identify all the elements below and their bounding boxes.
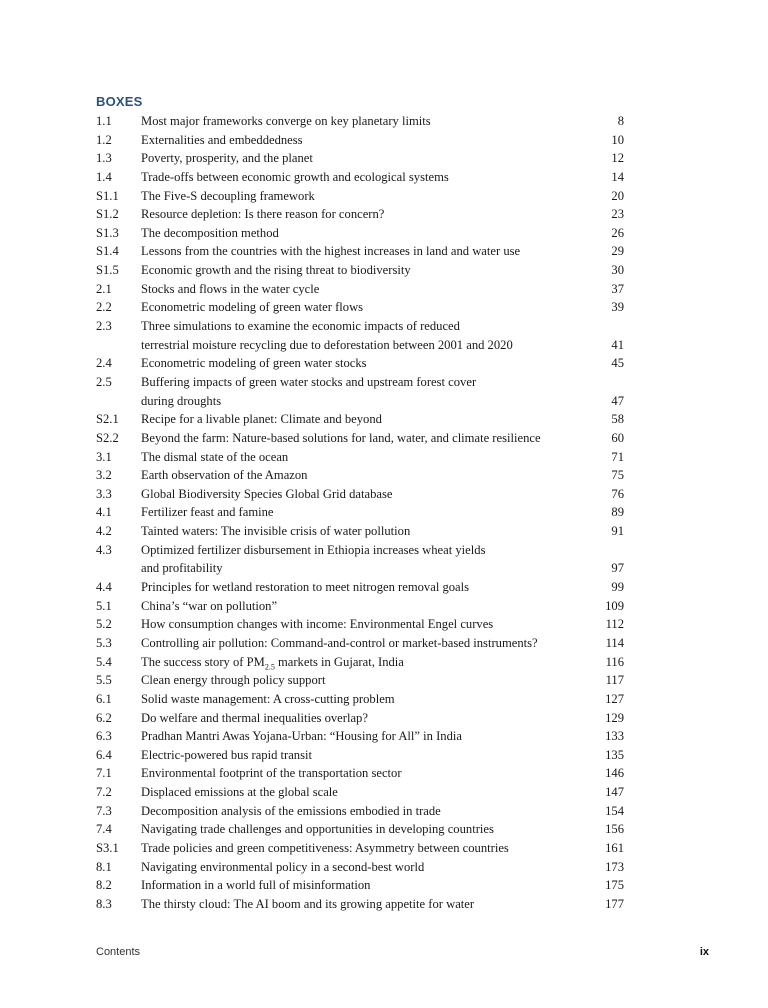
page-number: 29 xyxy=(611,244,624,259)
box-title: Do welfare and thermal inequalities overlap? xyxy=(141,710,368,725)
toc-entry[interactable] xyxy=(96,410,624,429)
toc-entry[interactable] xyxy=(96,820,624,839)
box-title: Most major frameworks converge on key planetary limits xyxy=(141,114,431,128)
toc-entry[interactable] xyxy=(96,280,624,299)
box-number: 4.3 xyxy=(96,542,112,557)
toc-entry[interactable] xyxy=(96,783,624,802)
box-title: The success story of $PM_{2.5}$ markets in Gujarat, India xyxy=(141,654,404,672)
toc-entry[interactable] xyxy=(96,615,624,634)
box-number: 3.3 xyxy=(96,486,112,501)
box-title: Displaced emissions at the global scale xyxy=(141,785,338,800)
box-number: 5.2 xyxy=(96,617,112,632)
page-number: 135 xyxy=(605,747,624,762)
box-number: 7.2 xyxy=(96,785,112,800)
box-number: 8.1 xyxy=(96,859,112,874)
page-number: 71 xyxy=(611,449,624,464)
box-number: 4.4 xyxy=(96,580,112,595)
page-number: 37 xyxy=(611,281,624,296)
footer-page-number: ix xyxy=(699,946,709,958)
box-number: S2.2 xyxy=(96,430,119,445)
box-number: S2.1 xyxy=(96,412,119,427)
box-title: Clean energy through policy support xyxy=(141,673,326,688)
page-number: 117 xyxy=(605,673,624,688)
box-title: Optimized fertilizer disbursement in Ethiopia increases wheat yields xyxy=(141,542,486,557)
box-number: 2.1 xyxy=(96,281,112,296)
toc-entry[interactable] xyxy=(96,876,624,895)
box-number: 7.3 xyxy=(96,803,112,818)
box-number: 1.1 xyxy=(96,114,112,128)
box-title: Controlling air pollution: Command-and-control or market-based instruments? xyxy=(141,635,538,650)
page-number: 10 xyxy=(611,132,624,147)
toc-entry[interactable] xyxy=(96,653,624,672)
box-number: 1.2 xyxy=(96,132,112,147)
page-number: 127 xyxy=(605,691,624,706)
page-number: 133 xyxy=(605,729,624,744)
page-number: 129 xyxy=(605,710,624,725)
box-number: S3.1 xyxy=(96,840,119,855)
toc-entry[interactable] xyxy=(96,242,624,261)
box-title: Buffering impacts of green water stocks and upstream forest cover xyxy=(141,374,477,389)
box-title: China’s “war on pollution” xyxy=(141,598,278,613)
toc-entry[interactable] xyxy=(96,466,624,485)
footer-section-label: Contents xyxy=(96,946,141,958)
page-number: 156 xyxy=(605,822,624,837)
page-number: 91 xyxy=(611,524,624,539)
box-title: Externalities and embeddedness xyxy=(141,132,303,147)
page-number: 76 xyxy=(611,486,624,501)
box-number: S1.5 xyxy=(96,263,119,278)
toc-entry[interactable] xyxy=(96,354,624,373)
page-number: 14 xyxy=(611,169,624,184)
page-number: 75 xyxy=(611,468,624,483)
toc-entry[interactable] xyxy=(96,131,624,150)
page-number: 146 xyxy=(605,766,624,781)
toc-entry[interactable] xyxy=(96,149,624,168)
box-number: 3.1 xyxy=(96,449,112,464)
page-number: 58 xyxy=(611,412,624,427)
toc-entry[interactable] xyxy=(96,224,624,243)
page-number: 154 xyxy=(605,803,624,818)
box-title: Economic growth and the rising threat to biodiversity xyxy=(141,263,411,278)
box-number: S1.4 xyxy=(96,244,119,259)
box-number: 2.3 xyxy=(96,319,112,334)
box-number: 4.1 xyxy=(96,505,112,520)
box-number: S1.1 xyxy=(96,188,119,203)
box-title: The Five-S decoupling framework xyxy=(141,188,315,203)
page-number: 161 xyxy=(605,840,624,855)
box-title: Decomposition analysis of the emissions embodied in trade xyxy=(141,803,441,818)
box-title: How consumption changes with income: Environmental Engel curves xyxy=(141,617,494,632)
box-title: Lessons from the countries with the highest increases in land and water use xyxy=(141,244,521,259)
box-number: 5.1 xyxy=(96,598,112,613)
box-number: 7.1 xyxy=(96,766,112,781)
page-number: 23 xyxy=(611,207,624,222)
box-number: 6.1 xyxy=(96,691,112,706)
box-title: Earth observation of the Amazon xyxy=(141,468,308,483)
box-number: 6.3 xyxy=(96,729,112,744)
box-title: The decomposition method xyxy=(141,225,279,240)
box-number: 2.2 xyxy=(96,300,112,315)
toc-entry[interactable] xyxy=(96,168,624,187)
box-number: 4.2 xyxy=(96,524,112,539)
toc-entry[interactable] xyxy=(96,261,624,280)
toc-entry[interactable] xyxy=(96,802,624,821)
toc-entry[interactable] xyxy=(96,187,624,206)
section-heading: BOXES xyxy=(96,94,143,109)
box-title: Three simulations to examine the economic impacts of reduced xyxy=(141,319,460,334)
boxes-list xyxy=(96,112,624,914)
box-title: Econometric modeling of green water stocks xyxy=(141,356,367,371)
box-title: Navigating environmental policy in a second-best world xyxy=(141,859,425,874)
toc-entry[interactable] xyxy=(96,522,624,541)
box-number: 6.4 xyxy=(96,747,112,762)
box-title: Resource depletion: Is there reason for concern? xyxy=(141,207,385,222)
box-title: Information in a world full of misinformation xyxy=(141,878,371,893)
box-title: Econometric modeling of green water flows xyxy=(141,300,364,315)
page-number: 41 xyxy=(611,337,624,352)
box-title: The dismal state of the ocean xyxy=(141,449,289,464)
toc-entry[interactable] xyxy=(96,858,624,877)
box-title: Fertilizer feast and famine xyxy=(141,505,274,520)
box-title: and profitability xyxy=(141,561,223,576)
page-number: 60 xyxy=(611,430,624,445)
toc-entry[interactable] xyxy=(96,764,624,783)
page-number: 89 xyxy=(611,505,624,520)
toc-entry[interactable] xyxy=(96,671,624,690)
box-title: The thirsty cloud: The AI boom and its growing appetite for water xyxy=(141,896,475,911)
box-title: Tainted waters: The invisible crisis of water pollution xyxy=(141,524,411,539)
page-number: 177 xyxy=(605,896,624,911)
page-number: 47 xyxy=(611,393,624,408)
box-title: Solid waste management: A cross-cutting problem xyxy=(141,691,395,706)
page-number: 99 xyxy=(611,580,624,595)
box-title: Environmental footprint of the transportation sector xyxy=(141,766,402,781)
toc-entry[interactable] xyxy=(96,503,624,522)
toc-entry[interactable] xyxy=(96,727,624,746)
box-number: 8.3 xyxy=(96,896,112,911)
box-number: 5.3 xyxy=(96,635,112,650)
toc-entry[interactable] xyxy=(96,373,624,410)
box-number: 6.2 xyxy=(96,710,112,725)
page-number: 147 xyxy=(605,785,624,800)
box-title: Trade policies and green competitiveness: Asymmetry between countries xyxy=(141,840,509,855)
box-number: 2.4 xyxy=(96,356,112,371)
box-title: terrestrial moisture recycling due to deforestation between 2001 and 2020 xyxy=(141,337,513,352)
toc-entry[interactable] xyxy=(96,709,624,728)
box-number: 5.5 xyxy=(96,673,112,688)
box-title: Stocks and flows in the water cycle xyxy=(141,281,320,296)
page-number: 26 xyxy=(611,225,624,240)
page-number: 39 xyxy=(611,300,624,315)
box-number: S1.3 xyxy=(96,225,119,240)
page-number: 116 xyxy=(605,654,624,669)
toc-entry[interactable] xyxy=(96,597,624,616)
box-title: Beyond the farm: Nature-based solutions for land, water, and climate resilience xyxy=(141,430,541,445)
box-number: 5.4 xyxy=(96,654,112,669)
box-number: 1.3 xyxy=(96,151,112,166)
toc-entry[interactable] xyxy=(96,485,624,504)
box-number: 2.5 xyxy=(96,374,112,389)
box-title: Trade-offs between economic growth and ecological systems xyxy=(141,169,449,184)
box-title: Poverty, prosperity, and the planet xyxy=(141,151,313,166)
toc-entry[interactable] xyxy=(96,839,624,858)
page-number: 114 xyxy=(605,635,624,650)
box-title: Global Biodiversity Species Global Grid database xyxy=(141,486,393,501)
box-number: S1.2 xyxy=(96,207,119,222)
toc-entry[interactable] xyxy=(96,690,624,709)
page-number: 45 xyxy=(611,356,624,371)
toc-entry[interactable] xyxy=(96,429,624,448)
toc-entry[interactable] xyxy=(96,746,624,765)
page-number: 112 xyxy=(605,617,624,632)
toc-entry[interactable] xyxy=(96,634,624,653)
toc-entry[interactable] xyxy=(96,541,624,578)
page-number: 20 xyxy=(611,188,624,203)
toc-entry[interactable] xyxy=(96,317,624,354)
toc-entry[interactable] xyxy=(96,205,624,224)
box-number: 1.4 xyxy=(96,169,112,184)
page-number: 30 xyxy=(611,263,624,278)
page-number: 12 xyxy=(611,151,624,166)
toc-entry[interactable] xyxy=(96,578,624,597)
toc-entry[interactable] xyxy=(96,112,624,131)
page-number: 173 xyxy=(605,859,624,874)
box-number: 3.2 xyxy=(96,468,112,483)
box-title: Electric-powered bus rapid transit xyxy=(141,747,312,762)
page-number: 109 xyxy=(605,598,624,613)
toc-entry[interactable] xyxy=(96,298,624,317)
box-number: 7.4 xyxy=(96,822,112,837)
page-number: 175 xyxy=(605,878,624,893)
box-title: Principles for wetland restoration to meet nitrogen removal goals xyxy=(141,580,470,595)
box-title: Pradhan Mantri Awas Yojana-Urban: “Housing for All” in India xyxy=(141,729,462,744)
toc-entry[interactable] xyxy=(96,448,624,467)
page-number: 97 xyxy=(611,561,624,576)
box-title: Navigating trade challenges and opportunities in developing countries xyxy=(141,822,494,837)
page-number: 8 xyxy=(617,114,624,128)
box-number: 8.2 xyxy=(96,878,112,893)
box-title: during droughts xyxy=(141,393,222,408)
box-title: Recipe for a livable planet: Climate and beyond xyxy=(141,412,382,427)
toc-entry[interactable] xyxy=(96,895,624,914)
